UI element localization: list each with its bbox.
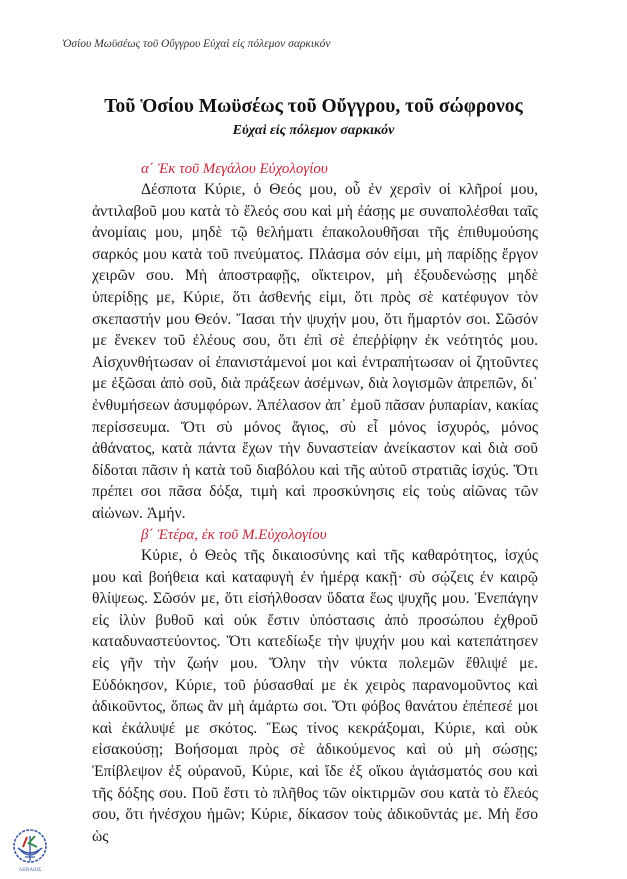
prayer-text: Δέσποτα Κύριε, ὁ Θεός μου, οὗ ἐν χερσὶν οἱ κλῆροί μου, ἀντιλαβοῦ μου κατὰ τὸ ἔλεός σου καὶ μὴ ἐάσῃς με συναπολέσθαι ταῖς ἀνομίαις μου, μηδὲ τῷ θελήματι ἐπακολουθῆσαι τῆς ἐπιθυμούσης σαρκός μου κατὰ τοῦ πνεύματος. Πλάσμα σόν εἰμι, μὴ παρίδῃς ἔργον χειρῶν σου. Μὴ ἀποστραφῇς, οἴκτειρον, μὴ ἐξουδενώσῃς μηδὲ ὑπερίδῃς με, Κύριε, ὅτι ἀσθενής εἰμι, ὅτι πρὸς σὲ κατέφυγον τὸν σκεπαστήν μου Θεόν. Ἴασαι τὴν ψυχήν μου, ὅτι ἥμαρτόν σοι. Σῶσόν με ἕνεκεν τοῦ ἐλέους σου, ὅτι ἐπὶ σὲ ἐπεῤῥίφην ἐκ νεότητός μου. Αἰσχυνθήτωσαν οἱ ἐπανιστάμενοί μοι καὶ ἐντραπήτωσαν οἱ ζητοῦντες με ἐξῶσαι ἀπὸ σοῦ, διὰ πράξεων ἀσέμνων, διὰ λογισμῶν ἀπρεπῶν, δι᾽ ἐνθυμήσεων ἀσυμφόρων. Ἀπέλασον ἀπ᾽ ἐμοῦ πᾶσαν ῥυπαρίαν, κακίας περίσσευμα. Ὅτι σὺ μόνος ἅγιος, σὺ εἶ μόνος ἰσχυρός, μόνος ἀθάνατος, κατὰ πάντα ἔχων τὴν δυναστείαν ἀνείκαστον καὶ διὰ σοῦ δίδοται πᾶσιν ἡ κατὰ τοῦ διαβόλου καὶ τῆς αὐτοῦ στρατιᾶς ἰσχύς. Ὅτι πρέπει σοι πᾶσα δόξα, τιμὴ καὶ προσκύνησις εἰς τοὺς αἰῶνας τῶν αἰώνων. Ἀμήν.: [92, 181, 538, 522]
section-heading: β΄ Ἑτέρα, ἐκ τοῦ Μ.Εὐχολογίου: [141, 527, 327, 543]
prayer-text: Κύριε, ὁ Θεὸς τῆς δικαιοσύνης καὶ τῆς καθαρότητος, ἰσχύς μου καὶ βοήθεια καὶ καταφυγὴ ἐν ἡμέρᾳ κακῇ· σὺ σῴζεις ἐν καιρῷ θλίψεως. Σῶσόν με, ὅτι εἰσήλθοσαν ὕδατα ἕως ψυχῆς μου. Ἐνεπάγην εἰς ἰλὺν βυθοῦ καὶ οὐκ ἔστιν ὑπόστασις ἀπὸ προσώπου ἐχθροῦ καταδυναστεύοντος. Ὅτι κατεδίωξε τὴν ψυχήν μου καὶ κατεπάτησεν εἰς γῆν τὴν ζωήν μου. Ὅλην τὴν νύκτα πολεμῶν ἔθλιψέ με. Εὐδόκησον, Κύριε, τοῦ ῥύσασθαί με ἐκ χειρὸς παρανομοῦντος καὶ ἀδικοῦντος, ὅπως ἂν μὴ ἁμάρτω σοι. Ὅτι φόβος θανάτου ἐπέπεσέ μοι καὶ ἐκάλυψέ με σκότος. Ἕως τίνος κεκράξομαι, Κύριε, καὶ οὐκ εἰσακούσῃ; Βοήσομαι πρὸς σὲ ἀδικούμενος καὶ οὐ μὴ σώσῃς; Ἐπίβλεψον ἐξ οὐρανοῦ, Κύριε, καὶ ἴδε ἐξ οἴκου ἁγιάσματός σου καὶ τῆς δόξης σου. Ποῦ ἔστι τὸ πλῆθος τῶν οἰκτιρμῶν σου κατὰ τὸ ἔλεός σου, ὅτι ἠνέσχου ἡμῶν; Κύριε, δίκασον τοὺς ἀδικοῦντάς με. Μὴ ἔσο ὡς: [92, 547, 538, 845]
section-heading: α΄ Ἐκ τοῦ Μεγάλου Εὐχολογίου: [141, 161, 328, 177]
publisher-logo-icon: [8, 828, 52, 874]
prayer-section-2: [92, 526, 538, 847]
publisher-logo: [8, 828, 52, 874]
page-title: Τοῦ Ὁσίου Μωϋσέως τοῦ Οὔγγρου, τοῦ σώφρονος: [104, 96, 523, 117]
running-header: Ὁσίου Μωϋσέως τοῦ Οὔγγρου Εὐχαὶ εἰς πόλεμον σαρκικόν: [62, 38, 331, 50]
prayer-section-1: [92, 160, 538, 525]
logo-label: ΛΗΝΑΙΟΣ: [18, 868, 42, 873]
page-subtitle: Εὐχαὶ εἰς πόλεμον σαρκικόν: [232, 123, 395, 138]
